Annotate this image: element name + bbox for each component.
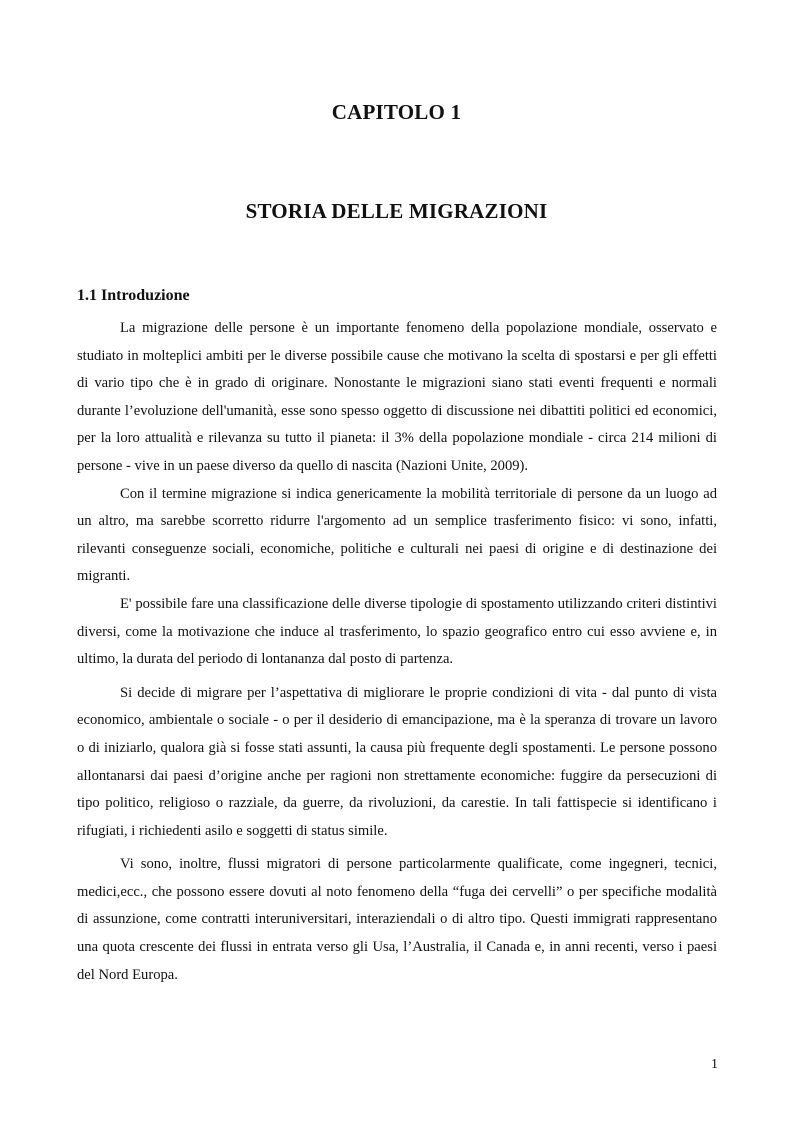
chapter-title: STORIA DELLE MIGRAZIONI — [245, 199, 548, 223]
paragraph: Si decide di migrare per l’aspettativa di migliorare le proprie condizioni di vita - dal punto di vista economico, ambientale o sociale - o per il desiderio di emancipazione, ma è la speranza di trovare un lavoro o di iniziarlo, qualora già si fosse stati assunti, la causa più frequente degli spostamenti. Le persone possono allontanarsi dai paesi d’origine anche per ragioni non strettamente economiche: fuggire da persecuzioni di tipo politico, religioso o razziale, da guerre, da rivoluzioni, da carestie. In tali fattispecie si identificano i rifugiati, i richiedenti asilo e soggetti di status simile. — [77, 684, 717, 839]
page-number: 1 — [711, 1057, 718, 1072]
section-heading: 1.1 Introduzione — [77, 287, 190, 304]
paragraph: La migrazione delle persone è un importante fenomeno della popolazione mondiale, osservato e studiato in molteplici ambiti per le diverse possibile cause che motivano la scelta di spostarsi e per gli effetti di vario tipo che è in grado di originare. Nonostante le migrazioni siano stati eventi frequenti e normali durante l’evoluzione dell'umanità, esse sono spesso oggetto di discussione nei dibattiti politici ed economici, per la loro attualità e rilevanza su tutto il pianeta: il 3% della popolazione mondiale - circa 214 milioni di persone - vive in un paese diverso da quello di nascita (Nazioni Unite, 2009). — [77, 320, 717, 474]
paragraph: Vi sono, inoltre, flussi migratori di persone particolarmente qualificate, come ingegneri, tecnici, medici,ecc., che possono essere dovuti al noto fenomeno della “fuga dei cervelli” o per specifiche modalità di assunzione, come contratti interuniversitari, interaziendali o di altro tipo. Questi immigrati rappresentano una quota crescente dei flussi in entrata verso gli Usa, l’Australia, il Canada e, in anni recenti, verso i paesi del Nord Europa. — [77, 856, 717, 983]
body-text — [77, 315, 717, 989]
paragraph: E' possibile fare una classificazione delle diverse tipologie di spostamento utilizzando criteri distintivi diversi, come la motivazione che induce al trasferimento, lo spazio geografico entro cui esso avviene e, in ultimo, la durata del periodo di lontananza dal posto di partenza. — [77, 595, 717, 668]
paragraph: Con il termine migrazione si indica genericamente la mobilità territoriale di persone da un luogo ad un altro, ma sarebbe scorretto ridurre l'argomento ad un semplice trasferimento fisico: vi sono, infatti, rilevanti conseguenze sociali, economiche, politiche e culturali nei paesi di origine e di destinazione dei migranti. — [77, 485, 717, 585]
chapter-label: CAPITOLO 1 — [331, 100, 462, 124]
